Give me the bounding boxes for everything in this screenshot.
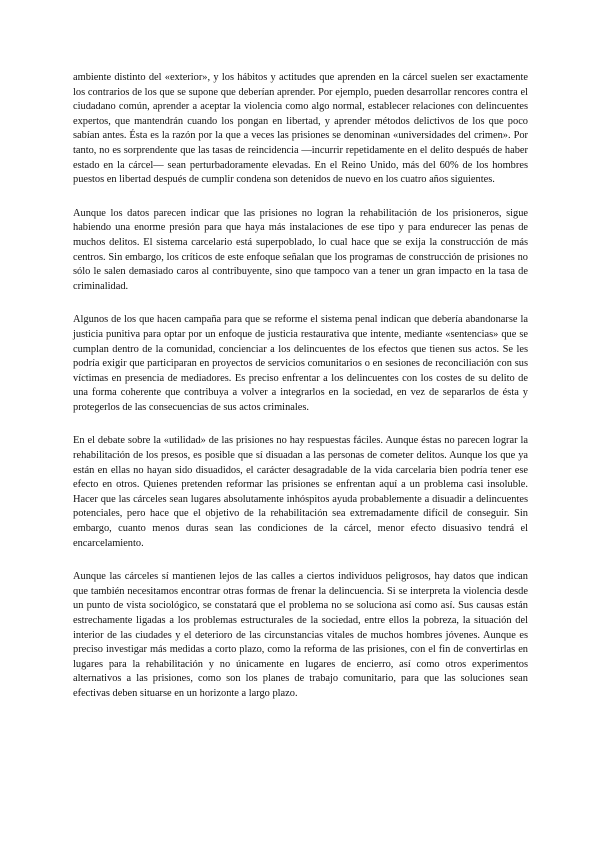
paragraph-3: Algunos de los que hacen campaña para que se reforme el sistema penal indican que debería abandonarse la justicia punitiva para optar por un enfoque de justicia restaurativa que intente, mediante «sentencias» que se cumplan dentro de la comunidad, concienciar a los delincuentes de los efectos que tienen sus actos. Se les podría exigir que participaran en proyectos de servicios comunitarios o en sesiones de reconciliación con sus víctimas en presencia de mediadores. Es preciso enfrentar a los delincuentes con los costes de su delito de una forma coherente que contribuya a volver a integrarlos en la sociedad, en vez de separarlos de ésta y protegerlos de las consecuencias de sus actos criminales. [73,314,528,413]
paragraph-4: En el debate sobre la «utilidad» de las prisiones no hay respuestas fáciles. Aunque éstas no parecen lograr la rehabilitación de los presos, es posible que sí disuadan a las personas de cometer delitos. Aunque los que ya están en ellas no hayan sido disuadidos, el carácter desagradable de la vida carcelaria bien podría tener ese efecto en otros. Quienes pretenden reformar las prisiones se enfrentan aquí a un problema casi insoluble. Hacer que las cárceles sean lugares absolutamente inhóspitos ayuda probablemente a disuadir a delincuentes potenciales, pero hace que el objetivo de la rehabilitación sea extremadamente difícil de conseguir. Sin embargo, cuanto menos duras sean las condiciones de la cárcel, menor efecto disuasivo tendrá el encarcelamiento. [73,435,528,549]
body-text [73,71,528,721]
paragraph-1: ambiente distinto del «exterior», y los hábitos y actitudes que aprenden en la cárcel suelen ser exactamente los contrarios de los que se supone que deberían aprender. Por ejemplo, pueden desarrollar rencores contra el ciudadano común, aprender a aceptar la violencia como algo normal, establecer relaciones con delincuentes expertos, que mantendrán cuando los pongan en libertad, y aprender métodos delictivos de los que poco sabían antes. Ésta es la razón por la que a veces las prisiones se denominan «universidades del crimen». Por tanto, no es sorprendente que las tasas de reincidencia —incurrir repetidamente en el delito después de haber estado en la cárcel— sean perturbadoramente elevadas. En el Reino Unido, más del 60% de los hombres puestos en libertad después de cumplir condena son detenidos de nuevo en los cuatro años siguientes. [73,72,528,186]
paragraph-2: Aunque los datos parecen indicar que las prisiones no logran la rehabilitación de los prisioneros, sigue habiendo una enorme presión para que haya más instalaciones de ese tipo y para endurecer las penas de muchos delitos. El sistema carcelario está superpoblado, lo cual hace que se exija la construcción de más centros. Sin embargo, los críticos de este enfoque señalan que los programas de construcción de prisiones no sólo le salen demasiado caros al contribuyente, sino que tampoco van a tener un gran impacto en la tasa de criminalidad. [73,207,528,292]
paragraph-5: Aunque las cárceles sí mantienen lejos de las calles a ciertos individuos peligrosos, hay datos que indican que también necesitamos encontrar otras formas de frenar la delincuencia. Si se interpreta la violencia desde un punto de vista sociológico, se constatará que el problema no se soluciona así como así. Sus causas están estrechamente ligadas a los problemas estructurales de la sociedad, entre ellos la pobreza, la situación del interior de las ciudades y el deterioro de las circunstancias vitales de muchos hombres jóvenes. Aunque es preciso investigar más medidas a corto plazo, como la reforma de las prisiones, con el fin de convertirlas en lugares para la rehabilitación y no únicamente en lugares de encierro, así como otros experimentos alternativos a las prisiones, como son los planes de trabajo comunitario, para que las soluciones sean efectivas deben situarse en un horizonte a largo plazo. [73,571,528,699]
